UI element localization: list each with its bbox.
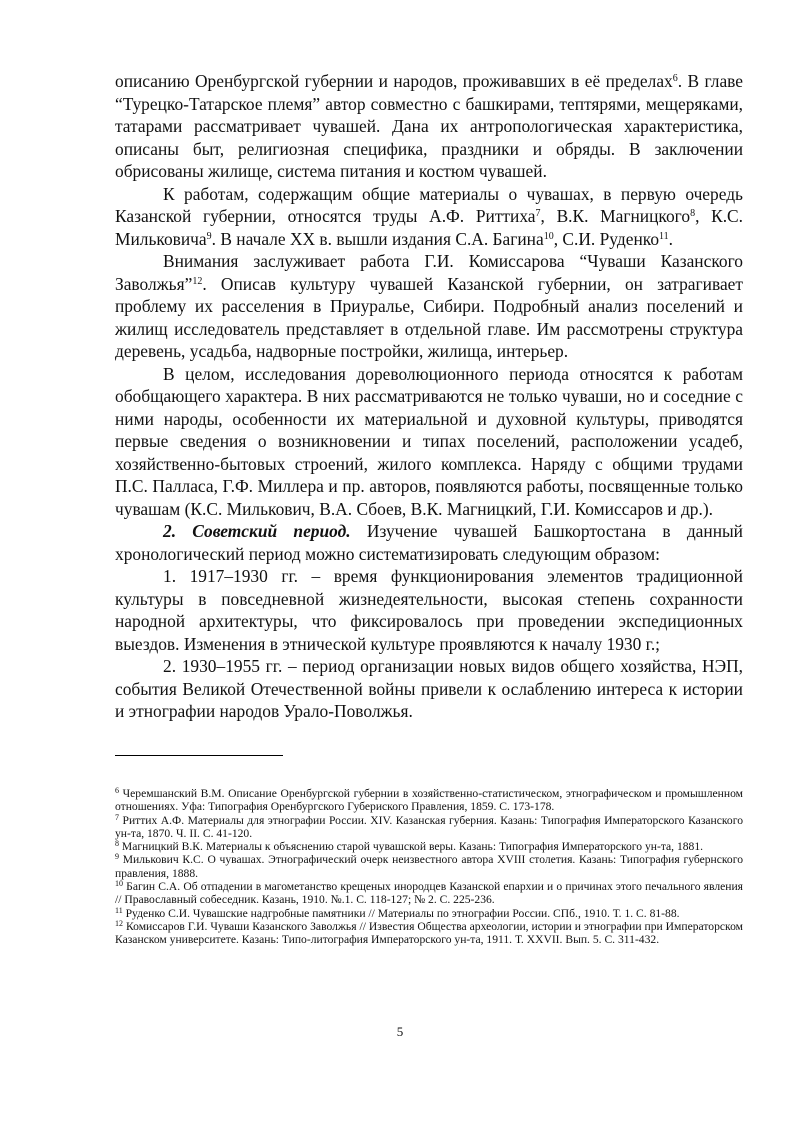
paragraph-text: описанию Оренбургской губернии и народов, проживавших в её пределах: [115, 71, 673, 91]
footnote-ref[interactable]: 12: [192, 275, 203, 287]
footnote-text: Багин С.А. Об отпадении в магометанство крещеных инородцев Казанской епархии и о причинах этого печального явления // Православный собеседник. Казань, 1910. №.1. С. 118-127; № 2. С. 225-236.: [115, 880, 743, 907]
footnote-text: Руденко С.И. Чувашские надгробные памятники // Материалы по этнографии России. СПб., 1910. Т. 1. С. 81-88.: [122, 906, 680, 920]
paragraph-text: К работам, содержащим общие материалы о чувашах, в первую очередь Казанской губернии, относятся труды А.Ф. Риттиха: [115, 183, 743, 226]
footnote-ref[interactable]: 8: [690, 208, 696, 219]
footnote-12: [115, 920, 743, 947]
footnote-ref[interactable]: 7: [535, 208, 541, 219]
footnote-number: 6: [115, 786, 119, 795]
footnote-text: Милькович К.С. О чувашах. Этнографический очерк неизвестного автора XVIII столетия. Казань: Типография губернского правления, 1888.: [115, 853, 743, 880]
paragraph-1: [115, 70, 743, 183]
paragraph-text: . В главе “Турецко-Татарское племя” автор совместно с башкирами, тептярями, мещеряками, татарами рассматривает чувашей. Дана их антропологическая характеристика, описаны быт, религиозная специфика, праздники и обряды. В заключении обрисованы жилище, система питания и костюм чувашей.: [115, 71, 744, 181]
footnote-8: [115, 840, 743, 853]
paragraph-text: . В начале XX в. вышли издания С.А. Багина: [211, 228, 544, 249]
footnote-text: Черемшанский В.М. Описание Оренбургской губернии в хозяйственно-статистическом, этнографическом и промышленном отношениях. Уфа: Типография Оренбургского Губериского Правления, 1859. С. 173-178.: [115, 787, 743, 814]
paragraph-text: , С.И. Руденко: [553, 228, 660, 249]
paragraph-3: [115, 250, 743, 363]
footnote-text: Магницкий В.К. Материалы к объяснению старой чувашской веры. Казань: Типография Императорского ун-та, 1881.: [119, 840, 704, 854]
paragraph-text: .: [668, 228, 674, 249]
footnote-9: [115, 853, 743, 880]
footnote-number: 10: [115, 879, 123, 889]
page-number: 5: [396, 1024, 404, 1039]
paragraph-text: , К.С. Мильковича: [115, 206, 744, 249]
footnote-6: [115, 787, 743, 814]
paragraph-text: Внимания заслуживает работа Г.И. Комиссарова “Чуваши Казанского Заволжья”: [115, 251, 743, 294]
footnote-number: 9: [115, 852, 119, 862]
footnote-10: [115, 880, 743, 907]
paragraph-text: Изучение чувашей Башкортостана в данный хронологический период можно систематизировать следующим образом:: [115, 521, 743, 564]
main-text: [115, 70, 743, 723]
paragraph-7: 2. 1930–1955 гг. – период организации новых видов общего хозяйства, НЭП, события Великой Отечественной войны привели к ослаблению интереса к истории и этнографии народов Урало-Поволжья.: [115, 656, 743, 721]
footnote-text: Комиссаров Г.И. Чуваши Казанского Заволжья // Известия Общества археологии, истории и этнографии при Императорском Казанском университете. Казань: Типо-литография Императорского ун-та, 1911. Т. XXVII. Вып. 5. С. 311-432.: [115, 919, 743, 947]
paragraph-4: В целом, исследования дореволюционного периода относятся к работам обобщающего характера. В них рассматриваются не только чуваши, но и соседние с ними народы, особенности их материальной и духовной культуры, приводятся первые сведения о возникновении и типах поселений, расположении усадеб, хозяйственно-бытовых строений, жилого комплекса. Наряду с общими трудами П.С. Палласа, Г.Ф. Миллера и пр. авторов, появляются работы, посвященные только чувашам (К.С. Милькович, В.А. Сбоев, В.К. Магницкий, Г.И. Комиссаров и др.).: [115, 363, 743, 519]
footnote-ref[interactable]: 10: [543, 230, 554, 242]
paragraph-5: [115, 520, 743, 565]
footnote-7: [115, 814, 743, 841]
paragraph-text: . Описав культуру чувашей Казанской губернии, он затрагивает проблему их расселения в Приуралье, Сибири. Подробный анализ поселений и жилищ исследователь представляет в отдельной главе. Им рассмотрены структура деревень, усадьба, надворные постройки, жилища, интерьер.: [115, 273, 743, 361]
footnote-text: Риттих А.Ф. Материалы для этнографии России. XIV. Казанская губерния. Казань: Типография Императорского Казанского ун-та, 1870. Ч. II. С. 41-120.: [115, 813, 743, 840]
footnotes: [115, 787, 743, 947]
paragraph-6: 1. 1917–1930 гг. – время функционирования элементов традиционной культуры в повседневной жизнедеятельности, высокая степень сохранности народной архитектуры, что фиксировалось при проведении экспедиционных выездов. Изменения в этнической культуре проявляются к началу 1930 г.;: [115, 566, 743, 654]
footnote-ref[interactable]: 6: [672, 73, 678, 84]
footnote-number: 7: [115, 812, 119, 822]
footnote-11: [115, 907, 743, 920]
footnote-ref[interactable]: 11: [659, 230, 669, 242]
footnote-number: 12: [115, 918, 123, 928]
footnote-number: 11: [115, 905, 123, 915]
footnote-number: 8: [115, 839, 119, 849]
section-heading: 2. Советский период.: [163, 521, 351, 541]
footnote-ref[interactable]: 9: [206, 230, 212, 242]
paragraph-2: [115, 183, 743, 251]
footnote-separator: [115, 755, 283, 756]
paragraph-text: , В.К. Магницкого: [540, 206, 691, 226]
